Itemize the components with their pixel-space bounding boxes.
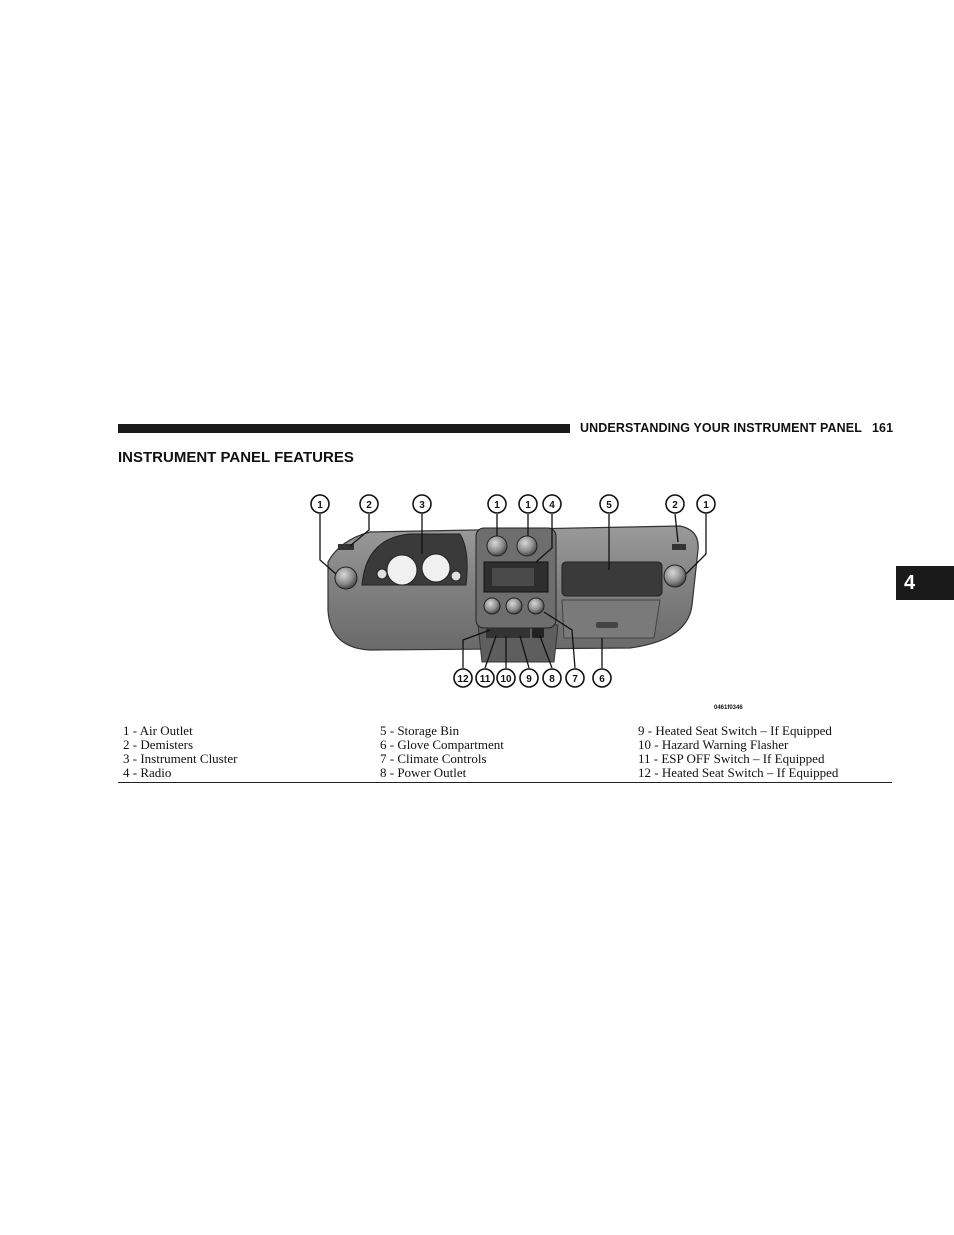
callout-label: 11: [479, 674, 491, 685]
legend-item: 4 - Radio: [123, 765, 172, 780]
callout-label: 8: [549, 674, 555, 685]
legend-item: 10 - Hazard Warning Flasher: [638, 737, 789, 752]
legend-item: 3 - Instrument Cluster: [123, 751, 238, 766]
legend-item: 12 - Heated Seat Switch – If Equipped: [638, 765, 839, 780]
callout-label: 10: [500, 674, 512, 685]
callout-2-right-demister: [666, 495, 684, 513]
section-title: INSTRUMENT PANEL FEATURES: [118, 449, 354, 466]
callout-7: [566, 669, 584, 687]
callout-label: 1: [703, 500, 709, 511]
header-rule: [118, 424, 570, 433]
glove-compartment: [562, 600, 660, 638]
switch-bank: [486, 628, 530, 638]
callout-12: [454, 669, 472, 687]
legend-column-2: [380, 724, 504, 780]
callout-1-center-right: [519, 495, 537, 513]
center-right-air-outlet: [517, 536, 537, 556]
right-demister: [672, 544, 686, 550]
instrument-panel-figure: [300, 490, 760, 718]
callout-label: 1: [317, 500, 323, 511]
fuel-gauge: [377, 569, 387, 579]
running-title: UNDERSTANDING YOUR INSTRUMENT PANEL: [580, 421, 862, 435]
figure-code: 0461f0346: [714, 705, 743, 711]
callout-9: [520, 669, 538, 687]
callout-label: 3: [419, 500, 425, 511]
callout-1-center-left: [488, 495, 506, 513]
glove-latch: [596, 622, 618, 628]
callout-11: [476, 669, 494, 687]
legend-item: 2 - Demisters: [123, 737, 194, 752]
callout-label: 9: [526, 674, 532, 685]
callout-10: [497, 669, 515, 687]
callout-label: 5: [606, 500, 612, 511]
climate-knob-center: [506, 598, 522, 614]
radio-display: [492, 568, 534, 586]
callout-1-left-outlet: [311, 495, 329, 513]
callout-4-radio: [543, 495, 561, 513]
callout-label: 1: [525, 500, 531, 511]
callout-2-left-demister: [360, 495, 378, 513]
center-left-air-outlet: [487, 536, 507, 556]
legend-column-1: [123, 724, 237, 780]
legend-item: 7 - Climate Controls: [380, 751, 487, 766]
legend-item: 8 - Power Outlet: [380, 765, 467, 780]
callout-5-storage: [600, 495, 618, 513]
climate-knob-right: [528, 598, 544, 614]
climate-knob-left: [484, 598, 500, 614]
legend-item: 6 - Glove Compartment: [380, 737, 504, 752]
legend-item: 5 - Storage Bin: [380, 723, 460, 738]
callout-label: 6: [599, 674, 605, 685]
storage-bin: [562, 562, 662, 596]
right-air-outlet: [664, 565, 686, 587]
callout-label: 2: [366, 500, 372, 511]
figure-legend: [118, 724, 892, 783]
callout-6: [593, 669, 611, 687]
legend-item: 1 - Air Outlet: [123, 723, 193, 738]
page-number: 161: [871, 421, 894, 435]
callout-1-right-outlet: [697, 495, 715, 513]
speedometer: [422, 554, 450, 582]
legend-column-3: [638, 724, 838, 780]
callout-label: 7: [572, 674, 578, 685]
callout-label: 4: [549, 500, 555, 511]
legend-item: 9 - Heated Seat Switch – If Equipped: [638, 723, 832, 738]
temp-gauge: [451, 571, 461, 581]
instrument-panel-illustration: [300, 490, 760, 718]
power-outlet: [532, 628, 544, 638]
callout-label: 12: [457, 674, 469, 685]
running-head: [580, 421, 893, 435]
callout-label: 2: [672, 500, 678, 511]
callout-3-cluster: [413, 495, 431, 513]
chapter-tab[interactable]: 4: [896, 566, 954, 600]
left-air-outlet: [335, 567, 357, 589]
callout-label: 1: [494, 500, 500, 511]
tachometer: [387, 555, 417, 585]
callout-8: [543, 669, 561, 687]
legend-item: 11 - ESP OFF Switch – If Equipped: [638, 751, 825, 766]
